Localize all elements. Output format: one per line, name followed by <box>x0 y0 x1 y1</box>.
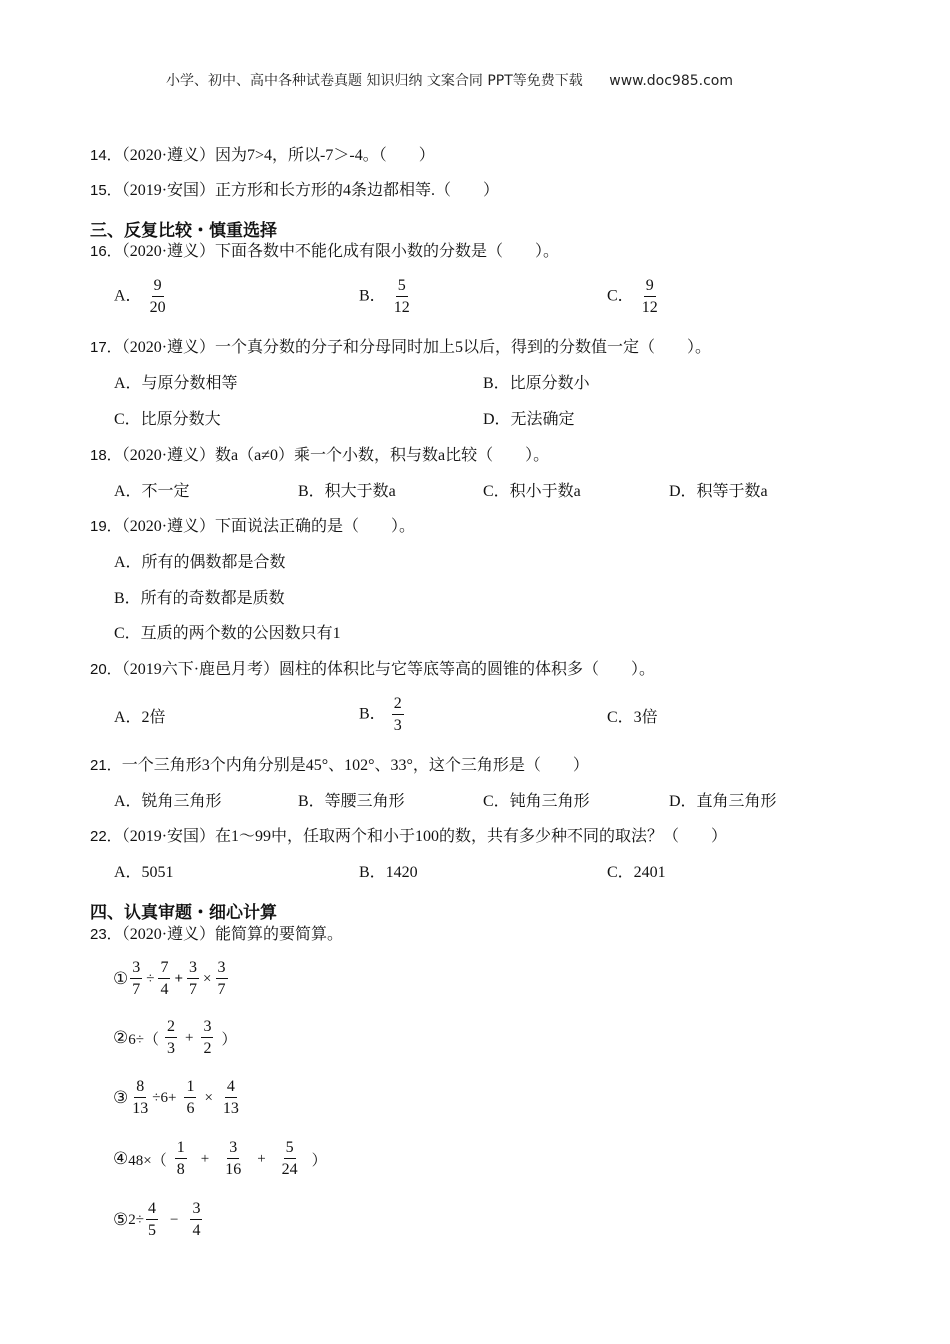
expression-2: ② 6÷（ $\frac{2}{3}$ + $\frac{3}{2}$ ） <box>113 1018 237 1057</box>
question-17 <box>90 338 711 358</box>
option-16-a[interactable]: A． $\frac{9}{20}$ <box>114 277 166 316</box>
question-22 <box>90 827 727 847</box>
question-number: 15． <box>90 182 122 199</box>
option-22-a[interactable]: A．5051 <box>114 864 174 881</box>
question-text: （2019·安国）正方形和长方形的4条边都相等.（ ） <box>121 182 500 199</box>
question-number: 19． <box>90 518 122 535</box>
question-number: 23． <box>90 926 122 943</box>
option-22-c[interactable]: C．2401 <box>607 864 666 881</box>
fraction: $\frac{9}{20}$ <box>149 277 166 316</box>
option-21-b[interactable]: B．等腰三角形 <box>298 793 405 810</box>
option-16-c[interactable]: C． $\frac{9}{12}$ <box>607 277 658 316</box>
question-text: （2020·遵义）一个真分数的分子和分母同时加上5以后，得到的分数值一定（ ）。 <box>121 339 712 356</box>
page-header <box>166 70 733 90</box>
question-18 <box>90 446 549 466</box>
question-text: （2020·遵义）下面各数中不能化成有限小数的分数是（ ）。 <box>121 243 560 260</box>
expression-3: ③ $\frac{8}{13}$ ÷6+ $\frac{1}{6}$ × $\frac{4}{13}$ <box>113 1078 239 1117</box>
option-17-b[interactable]: B．比原分数小 <box>483 375 590 392</box>
question-number: 20． <box>90 661 122 678</box>
header-url[interactable]: www.doc985.com <box>609 73 733 89</box>
expression-5: ⑤ 2÷ $\frac{4}{5}$ − $\frac{3}{4}$ <box>113 1200 201 1239</box>
section-heading-4: 四、认真审题・细心计算 <box>90 903 277 923</box>
option-18-c[interactable]: C．积小于数a <box>483 483 581 500</box>
question-21 <box>90 756 589 776</box>
option-17-c[interactable]: C．比原分数大 <box>114 411 221 428</box>
question-text: （2019·安国）在1～99中，任取两个和小于100的数，共有多少种不同的取法？（ ） <box>121 828 728 845</box>
question-15 <box>90 181 499 201</box>
option-19-b[interactable]: B．所有的奇数都是质数 <box>114 590 285 607</box>
section-heading-3: 三、反复比较・慎重选择 <box>90 221 277 241</box>
question-number: 14． <box>90 147 122 164</box>
option-21-d[interactable]: D．直角三角形 <box>669 793 777 810</box>
option-19-a[interactable]: A．所有的偶数都是合数 <box>114 554 286 571</box>
expression-1: ① $\frac{3}{7}$ ÷ $\frac{7}{4}$ + $\frac{3}{7}$ × $\frac{3}{7}$ <box>113 959 226 998</box>
question-23 <box>90 925 343 945</box>
fraction: $\frac{5}{12}$ <box>393 277 410 316</box>
question-text: （2020·遵义）下面说法正确的是（ ）。 <box>121 518 416 535</box>
option-19-c[interactable]: C．互质的两个数的公因数只有1 <box>114 625 341 642</box>
option-21-c[interactable]: C．钝角三角形 <box>483 793 590 810</box>
question-text: （2020·遵义）数a（a≠0）乘一个小数，积与数a比较（ ）。 <box>121 447 550 464</box>
question-number: 17． <box>90 339 122 356</box>
option-16-b[interactable]: B． $\frac{5}{12}$ <box>359 277 410 316</box>
option-21-a[interactable]: A．锐角三角形 <box>114 793 222 810</box>
question-19 <box>90 517 415 537</box>
fraction: $\frac{9}{12}$ <box>641 277 658 316</box>
question-16 <box>90 242 559 262</box>
option-20-a[interactable]: A．2倍 <box>114 709 166 726</box>
option-20-c[interactable]: C．3倍 <box>607 709 658 726</box>
option-22-b[interactable]: B．1420 <box>359 864 418 881</box>
option-18-b[interactable]: B．积大于数a <box>298 483 396 500</box>
question-20 <box>90 660 655 680</box>
question-number: 21． <box>90 757 122 774</box>
question-number: 22． <box>90 828 122 845</box>
question-text: （2019六下·鹿邑月考）圆柱的体积比与它等底等高的圆锥的体积多（ ）。 <box>121 661 656 678</box>
header-text: 小学、初中、高中各种试卷真题 知识归纳 文案合同 PPT等免费下载 <box>166 73 583 89</box>
question-14 <box>90 146 435 166</box>
option-17-d[interactable]: D．无法确定 <box>483 411 575 428</box>
expression-4: ④ 48×（ $\frac{1}{8}$ + $\frac{3}{16}$ + $\frac{5}{24}$ ） <box>113 1139 327 1178</box>
fraction: $\frac{2}{3}$ <box>393 695 402 734</box>
question-text: （2020·遵义）能简算的要简算。 <box>121 926 344 943</box>
question-text: 一个三角形3个内角分别是45°、102°、33°，这个三角形是（ ） <box>121 757 589 774</box>
option-17-a[interactable]: A．与原分数相等 <box>114 375 238 392</box>
question-number: 16． <box>90 243 122 260</box>
question-number: 18． <box>90 447 122 464</box>
option-18-a[interactable]: A．不一定 <box>114 483 190 500</box>
option-18-d[interactable]: D．积等于数a <box>669 483 768 500</box>
question-text: （2020·遵义）因为7>4，所以-7＞-4。（ ） <box>121 147 435 164</box>
option-20-b[interactable]: B． $\frac{2}{3}$ <box>359 695 402 734</box>
